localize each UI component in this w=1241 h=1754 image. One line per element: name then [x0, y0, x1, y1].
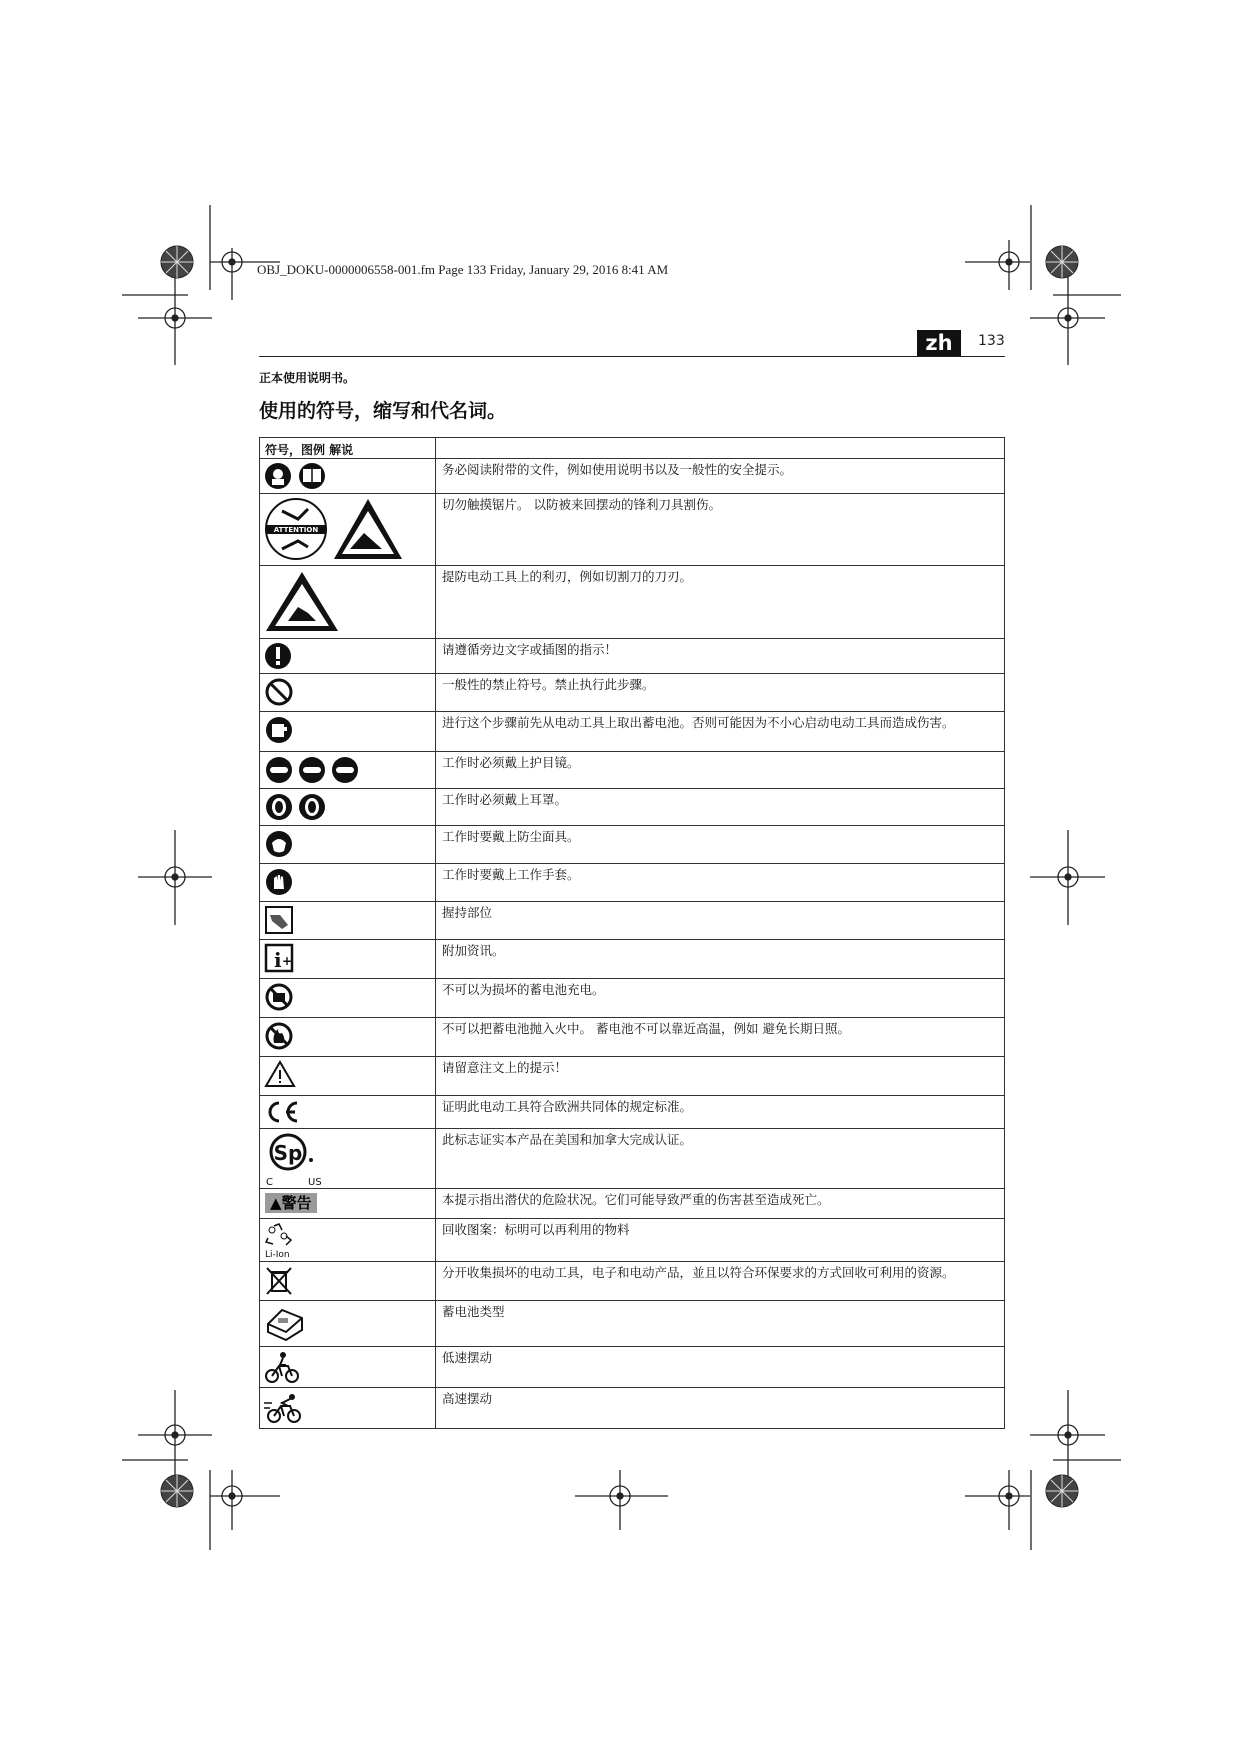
row-description: 低速摆动 — [436, 1347, 1005, 1388]
info-icon — [264, 943, 294, 973]
row-description: 此标志证实本产品在美国和加拿大完成认证。 — [436, 1129, 1005, 1189]
svg-text:ATTENTION: ATTENTION — [273, 526, 319, 534]
row-description: 不可以为损坏的蓄电池充电。 — [436, 979, 1005, 1018]
csa-c-label: C — [266, 1177, 273, 1188]
language-badge: zh — [917, 330, 961, 356]
table-row — [260, 1262, 1005, 1301]
row-description: 本提示指出潜伏的危险状况。它们可能导致严重的伤害甚至造成死亡。 — [436, 1189, 1005, 1219]
table-row — [260, 752, 1005, 789]
no-fire-battery-icon — [264, 1021, 294, 1051]
table-row — [260, 1219, 1005, 1262]
csa-mark-icon — [264, 1132, 324, 1178]
low-speed-bike-icon — [264, 1350, 300, 1384]
svg-text:+: + — [282, 954, 293, 968]
row-description: 分开收集损坏的电动工具，电子和电动产品，並且以符合环保要求的方式回收可利用的资源。 — [436, 1262, 1005, 1301]
csa-us-label: US — [308, 1177, 322, 1188]
table-row — [260, 940, 1005, 979]
remove-battery-icon — [264, 715, 294, 745]
dust-mask-icon — [264, 829, 294, 859]
table-row — [260, 789, 1005, 826]
row-description: 工作时必须戴上耳罩。 — [436, 789, 1005, 826]
hand-cut-warning-icon — [264, 569, 340, 633]
table-row — [260, 639, 1005, 674]
row-description: 工作时要戴上防尘面具。 — [436, 826, 1005, 864]
page-number: 133 — [978, 333, 1005, 349]
row-description: 握持部位 — [436, 902, 1005, 940]
warning-label-text: 警告 — [281, 1194, 312, 1212]
table-row — [260, 712, 1005, 752]
table-row — [260, 674, 1005, 712]
recycle-li-ion-icon — [264, 1222, 294, 1248]
row-description: 一般性的禁止符号。禁止执行此步骤。 — [436, 674, 1005, 712]
table-row — [260, 1301, 1005, 1347]
row-description: 提防电动工具上的利刃，例如切割刀的刀刃。 — [436, 566, 1005, 639]
row-description: 高速摆动 — [436, 1388, 1005, 1429]
row-description: 务必阅读附带的文件，例如使用说明书以及一般性的安全提示。 — [436, 459, 1005, 494]
weee-bin-icon — [264, 1265, 294, 1297]
table-row — [260, 1189, 1005, 1219]
table-row — [260, 494, 1005, 566]
svg-text:i: i — [274, 948, 282, 972]
table-row — [260, 1129, 1005, 1189]
table-row — [260, 979, 1005, 1018]
description-column-header — [436, 438, 1005, 459]
table-row — [260, 826, 1005, 864]
svg-text:Sp: Sp — [273, 1141, 303, 1165]
warning-label-icon: ▲警告 — [265, 1193, 317, 1213]
battery-type-icon — [264, 1304, 306, 1342]
gloves-icon — [264, 867, 294, 897]
table-row — [260, 1018, 1005, 1057]
table-row — [260, 566, 1005, 639]
row-description: 工作时必须戴上护目镜。 — [436, 752, 1005, 789]
row-description: 附加资讯。 — [436, 940, 1005, 979]
table-header-row — [260, 438, 1005, 459]
attention-sharp-blade-icon — [264, 497, 404, 561]
table-row — [260, 1347, 1005, 1388]
symbols-table — [259, 437, 1005, 1429]
row-description: 进行这个步骤前先从电动工具上取出蓄电池。否则可能因为不小心启动电动工具而造成伤害。 — [436, 712, 1005, 752]
row-description: 不可以把蓄电池抛入火中。 蓄电池不可以靠近高温，例如 避免长期日照。 — [436, 1018, 1005, 1057]
row-description: 请遵循旁边文字或插图的指示！ — [436, 639, 1005, 674]
table-row — [260, 902, 1005, 940]
grip-area-icon — [264, 905, 294, 935]
row-description: 证明此电动工具符合欧洲共同体的规定标准。 — [436, 1096, 1005, 1129]
ce-mark-icon — [264, 1099, 300, 1125]
ear-protection-icon — [264, 792, 332, 822]
file-header: OBJ_DOKU-0000006558-001.fm Page 133 Friday, January 29, 2016 8:41 AM — [257, 262, 669, 277]
page-title: 使用的符号，缩写和代名词。 — [259, 400, 507, 422]
row-description: 工作时要戴上工作手套。 — [436, 864, 1005, 902]
prohibition-icon — [264, 677, 294, 707]
table-row — [260, 1057, 1005, 1096]
read-manual-icon — [264, 462, 330, 490]
row-description: 回收图案：标明可以再利用的物料 — [436, 1219, 1005, 1262]
table-row — [260, 1096, 1005, 1129]
exclamation-icon — [264, 642, 294, 670]
table-row — [260, 459, 1005, 494]
header-rule — [259, 356, 1005, 357]
caution-triangle-icon — [264, 1060, 296, 1088]
row-description: 蓄电池类型 — [436, 1301, 1005, 1347]
subtitle: 正本使用说明书。 — [259, 371, 356, 385]
no-charge-damaged-battery-icon — [264, 982, 294, 1012]
row-description: 切勿触摸锯片。 以防被来回摆动的锋利刀具割伤。 — [436, 494, 1005, 566]
eye-protection-icon — [264, 755, 364, 785]
high-speed-bike-icon — [264, 1391, 304, 1425]
table-row — [260, 864, 1005, 902]
row-description: 请留意注文上的提示！ — [436, 1057, 1005, 1096]
li-ion-label: Li-Ion — [265, 1250, 290, 1260]
symbol-column-header: 符号，图例 解说 — [260, 438, 436, 459]
table-row — [260, 1388, 1005, 1429]
